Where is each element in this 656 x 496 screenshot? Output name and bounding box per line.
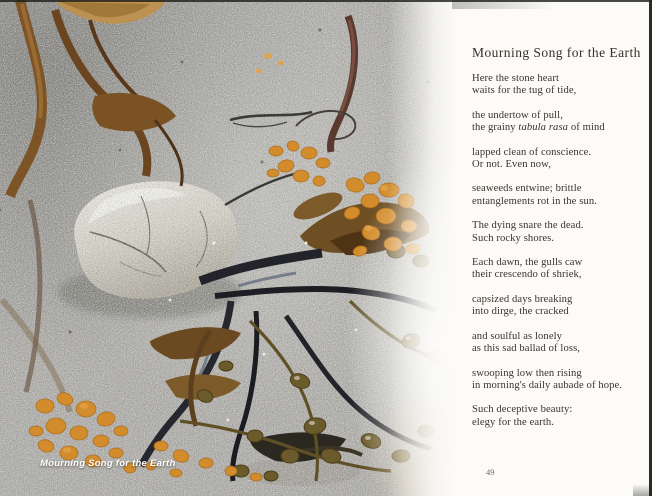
poem-stanza <box>472 368 648 393</box>
poem-stanzas <box>472 73 648 429</box>
screen-edge-right-white <box>652 0 656 496</box>
poem-line: Such rocky shores. <box>472 232 555 244</box>
poem-line: waits for the tug of tide, <box>472 85 577 97</box>
page-number: 49 <box>486 467 495 477</box>
poem-stanza <box>472 110 648 135</box>
poem-stanza <box>472 294 648 319</box>
poem-stanza <box>472 331 648 356</box>
photo-edge-fade <box>388 0 460 496</box>
poem-line: lapped clean of conscience. <box>472 146 592 158</box>
poem-line: as this sad ballad of loss, <box>472 343 581 355</box>
screen-edge-right-line <box>649 0 652 496</box>
poem-line: and soulful as lonely <box>472 330 563 342</box>
poem-title: Mourning Song for the Earth <box>472 45 641 60</box>
poem-line: their crescendo of shriek, <box>472 269 582 281</box>
poem-line: Or not. Even now, <box>472 159 551 171</box>
screen-edge-top <box>0 0 656 2</box>
poem-line: in morning's daily aubade of hope. <box>472 379 623 391</box>
poem-line: The dying snare the dead. <box>472 220 584 232</box>
poem-line: swooping low then rising <box>472 367 582 379</box>
poem-stanza <box>472 183 648 208</box>
screen-corner-bottom-right <box>633 484 649 496</box>
poem-line: the grainy tabula rasa of mind <box>472 122 605 134</box>
poem-line: elegy for the earth. <box>472 416 555 428</box>
poem-line: seaweeds entwine; brittle <box>472 183 582 195</box>
poem-line: the undertow of pull, <box>472 109 563 121</box>
poem-stanza <box>472 257 648 282</box>
poem-stanza <box>472 147 648 172</box>
photo-caption: Mourning Song for the Earth <box>40 458 176 469</box>
poem-stanza <box>472 73 648 98</box>
poem-line: into dirge, the cracked <box>472 306 569 318</box>
poem-line: entanglements rot in the sun. <box>472 195 597 207</box>
poem-line: Such deceptive beauty: <box>472 404 573 416</box>
poem-line: Here the stone heart <box>472 73 560 84</box>
poem-stanza <box>472 404 648 429</box>
poem-stanza <box>472 220 648 245</box>
poem-line: Each dawn, the gulls caw <box>472 257 583 269</box>
poem-page <box>472 45 648 441</box>
poem-line: capsized days breaking <box>472 293 573 305</box>
